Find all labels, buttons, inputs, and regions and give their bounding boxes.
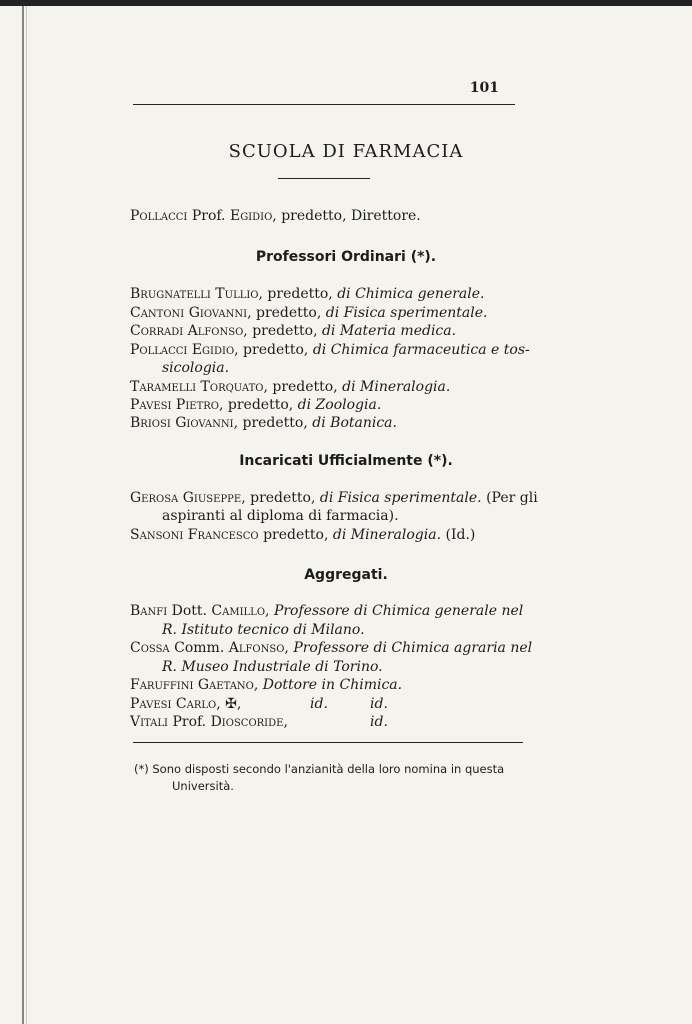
faculty-mid: , predetto, [241,490,320,506]
faculty-subject: di Mineralogia. [342,379,451,395]
aggregati-row [130,677,402,693]
faculty-subject-cont: sicologia. [162,360,230,376]
faculty-title: Dott. [167,603,212,619]
faculty-name: Sansoni Francesco [130,527,259,543]
director-rest: , predetto, Direttore. [272,208,421,224]
faculty-name: Brugnatelli Tullio [130,286,259,302]
faculty-tail: (Per gli [481,490,538,506]
ordinari-heading: Professori Ordinari (*). [255,249,437,265]
aggregati-row [130,714,388,730]
aggregati-row-continuation [162,622,365,638]
aggregati-row [130,640,532,656]
faculty-subject: Professore di Chimica agraria nel [293,640,533,656]
faculty-subject: di Chimica farmaceutica e tos- [312,342,530,358]
faculty-subject: di Fisica sperimentale. [325,305,488,321]
footnote-line-1: (*) Sono disposti secondo l'anzianità della loro nomina in questa [134,762,505,776]
ordinari-row [130,415,397,431]
faculty-mid: , [283,714,288,730]
faculty-subject: di Chimica generale. [337,286,485,302]
director-surname: Pollacci [130,208,188,224]
faculty-name: Taramelli Torquato [130,379,264,395]
incaricati-row-continuation [162,508,399,524]
title-rule [278,178,370,179]
section-title: SCUOLA DI FARMACIA [228,141,464,162]
faculty-title: Prof. [168,714,211,730]
faculty-name: Pavesi Carlo [130,696,217,712]
page-edge-top [0,0,692,6]
footnote-line-2: Università. [172,779,234,793]
faculty-subject-repeat: id. [370,696,388,712]
faculty-subject: id. [370,714,388,730]
faculty-subject-cont: aspiranti al diploma di farmacia). [162,508,399,524]
director-line [130,208,421,224]
incaricati-row [130,490,538,506]
faculty-mid: , [253,677,263,693]
faculty-mid: , predetto, [218,397,298,413]
faculty-subject: di Botanica. [312,415,397,431]
ordinari-row-continuation [162,360,229,376]
ordinari-row [130,397,381,413]
faculty-subject: di Materia medica. [321,323,457,339]
faculty-first: Alfonso [228,640,285,656]
director-prefix: Prof. [191,208,226,224]
faculty-mid: , predetto, [258,286,338,302]
faculty-subject: di Zoologia. [297,397,382,413]
faculty-mid: , predetto, [243,323,322,339]
faculty-name: Pollacci Egidio [130,342,235,358]
faculty-subject-cont: R. Museo Industriale di Torino. [162,659,383,675]
faculty-name: Faruffini Gaetano [130,677,254,693]
aggregati-heading: Aggregati. [304,567,388,583]
footnote-rule [133,742,523,743]
incaricati-heading: Incaricati Ufficialmente (*). [239,453,453,469]
faculty-mid: predetto, [258,527,333,543]
ordinari-row [130,305,488,321]
page-number: 101 [469,80,499,96]
faculty-mid: , [284,640,294,656]
faculty-title: Comm. [169,640,229,656]
faculty-first: Dioscoride [210,714,284,730]
aggregati-row [130,696,388,712]
faculty-name: Banfi [130,603,168,619]
faculty-name: Pavesi Pietro [130,397,219,413]
faculty-subject: di Mineralogia. [332,527,442,543]
faculty-tail: (Id.) [441,527,476,543]
header-rule [133,104,515,105]
faculty-subject: Professore di Chimica generale nel [273,603,524,619]
incaricati-row [130,527,475,543]
faculty-name: Cossa [130,640,170,656]
ordinari-row [130,286,484,302]
faculty-name: Cantoni Giovanni [130,305,248,321]
faculty-subject: Dottore in Chimica. [262,677,403,693]
faculty-mid: , predetto, [234,342,313,358]
faculty-subject: id. [310,696,328,712]
ordinari-row [130,342,530,358]
ordinari-row [130,379,450,395]
faculty-name: Gerosa Giuseppe [130,490,242,506]
aggregati-row [130,603,523,619]
faculty-mid: , predetto, [263,379,343,395]
faculty-name: Briosi Giovanni [130,415,234,431]
faculty-mid: , ✠, [216,696,242,712]
ordinari-row [130,323,456,339]
faculty-mid: , predetto, [233,415,313,431]
faculty-first: Camillo [211,603,266,619]
faculty-subject: di Fisica sperimentale. [319,490,482,506]
faculty-mid: , predetto, [247,305,326,321]
faculty-subject-cont: R. Istituto tecnico di Milano. [162,622,365,638]
director-first: Egidio [229,208,273,224]
faculty-name: Corradi Alfonso [130,323,244,339]
faculty-name: Vitali [130,714,168,730]
aggregati-row-continuation [162,659,383,675]
faculty-mid: , [265,603,274,619]
